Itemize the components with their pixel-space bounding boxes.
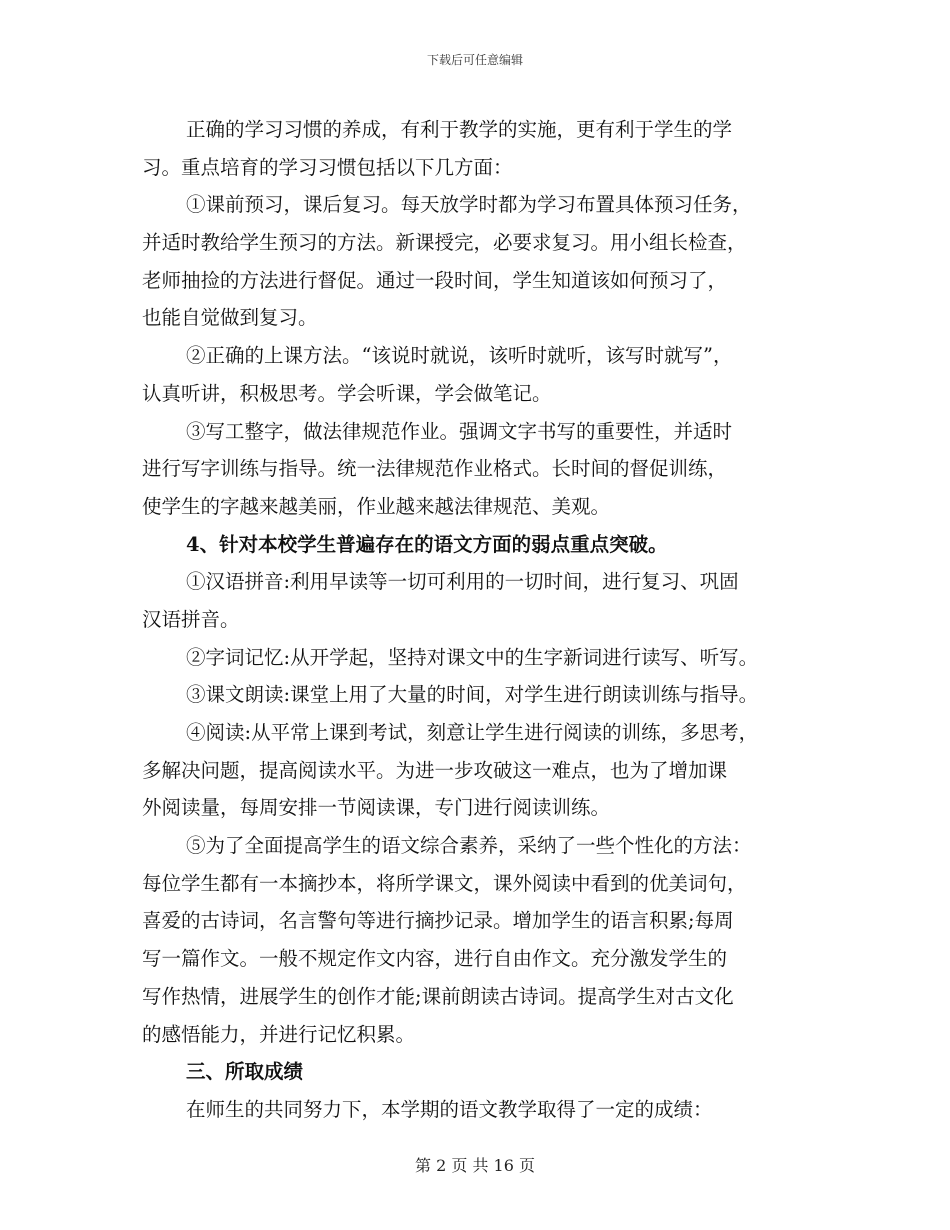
paragraph-line: 并适时教给学生预习的方法。新课授完，必要求复习。用小组长检查， [142,231,747,255]
paragraph-line: ④阅读:从平常上课到考试，刻意让学生进行阅读的训练，多思考， [186,721,759,744]
paragraph-line: 汉语拼音。 [142,607,240,631]
paragraph-line: ①汉语拼音:利用早读等一切可利用的一切时间，进行复习、巩固 [186,570,739,594]
page-number: 第 2 页 共 16 页 [415,1156,535,1175]
paragraph-line: 写作热情，进展学生的创作才能;课前朗读古诗词。提高学生对古文化 [142,984,734,1008]
paragraph-line: ③课文朗读:课堂上用了大量的时间，对学生进行朗读训练与指导。 [186,683,759,707]
paragraph-line: 认真听讲，积极思考。学会听课，学会做笔记。 [142,381,552,405]
paragraph-line: 老师抽捡的方法进行督促。通过一段时间，学生知道该如何预习了， [142,268,728,292]
paragraph-line: 多解决问题，提高阅读水平。为进一步攻破这一难点，也为了增加课 [142,758,728,782]
section-heading: 4、针对本校学生普遍存在的语文方面的弱点重点突破。 [186,532,668,556]
paragraph-line: 每位学生都有一本摘抄本，将所学课文，课外阅读中看到的优美词句， [142,871,747,895]
paragraph-line: 外阅读量，每周安排一节阅读课，专门进行阅读训练。 [142,796,611,820]
paragraph-line: 习。重点培育的学习习惯包括以下几方面： [142,155,513,179]
paragraph-line: 进行写字训练与指导。统一法律规范作业格式。长时间的督促训练， [142,457,728,481]
paragraph-line: ③写工整字，做法律规范作业。强调文字书写的重要性，并适时 [186,419,733,443]
document-body [142,111,822,1129]
paragraph-line: ⑤为了全面提高学生的语文综合素养，采纳了一些个性化的方法： [186,834,752,858]
paragraph-line: ②正确的上课方法。“该说时就说，该听时就听，该写时就写”， [186,344,733,368]
page-header: 下载后可任意编辑 [426,53,523,67]
paragraph-line: 喜爱的古诗词，名言警句等进行摘抄记录。增加学生的语言积累;每周 [142,909,734,933]
paragraph-line: 的感悟能力，并进行记忆积累。 [142,1022,416,1046]
paragraph-line: ②字词记忆:从开学起，坚持对课文中的生字新词进行读写、听写。 [186,645,759,669]
paragraph-line: ①课前预习，课后复习。每天放学时都为学习布置具体预习任务， [186,193,752,217]
paragraph-line: 在师生的共同努力下，本学期的语文教学取得了一定的成绩： [186,1097,713,1121]
paragraph-line: 写一篇作文。一般不规定作文内容，进行自由作文。充分激发学生的 [142,947,728,971]
paragraph-line: 也能自觉做到复习。 [142,306,318,330]
paragraph-line: 正确的学习习惯的养成，有利于教学的实施，更有利于学生的学 [186,118,733,141]
section-heading: 三、所取成绩 [186,1060,304,1084]
paragraph-line: 使学生的字越来越美丽，作业越来越法律规范、美观。 [142,494,611,518]
